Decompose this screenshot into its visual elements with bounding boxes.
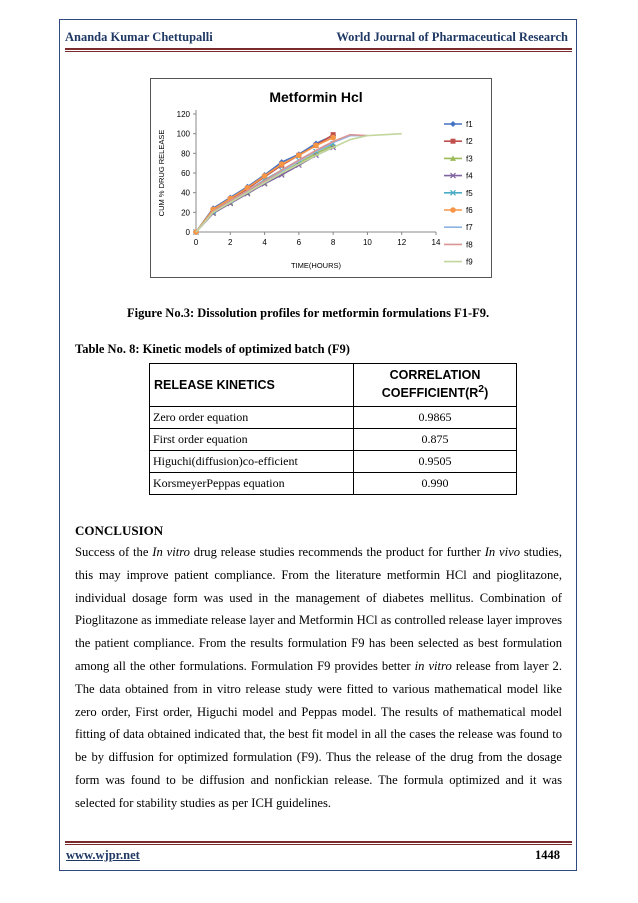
conclusion-text: drug release studies recommends the product for further — [189, 545, 485, 559]
legend-marker-f2 — [451, 139, 456, 144]
header-rule-thin — [65, 51, 572, 52]
model-name: KorsmeyerPeppas equation — [150, 473, 354, 495]
y-tick-label: 100 — [176, 129, 190, 139]
data-point-f6 — [313, 143, 319, 149]
chart-title: Metformin Hcl — [269, 89, 363, 105]
model-value: 0.9505 — [354, 451, 517, 473]
legend-label-f2: f2 — [466, 137, 473, 147]
data-point-f6 — [330, 135, 336, 141]
table-row — [150, 407, 517, 429]
page-header — [65, 27, 572, 49]
conclusion-italic: in vitro — [414, 658, 452, 673]
header-release-kinetics: RELEASE KINETICS — [150, 364, 354, 407]
legend-label-f5: f5 — [466, 188, 473, 198]
legend-marker-f1 — [450, 121, 456, 127]
conclusion-italic: In vivo — [484, 545, 520, 559]
x-tick-label: 6 — [296, 238, 302, 247]
conclusion-text: release from layer 2. The data obtained from in vitro release study were fitted to various mathematical model like zero order, First order, Higuchi model and Peppas model. The results of mathematical model fitting of data obtained indicated that, the best fit model in all the cases the release was found to be by diffusion for optimized formulation (F9). Thus the release of the drug from the dosage form was found to be diffusion and nonfickian release. The formula optimized and it was selected for stability studies as per ICH guidelines. — [75, 658, 562, 810]
legend-label-f4: f4 — [466, 171, 473, 181]
series-line-f4 — [196, 147, 333, 232]
table-header-row — [150, 364, 517, 407]
model-name: Zero order equation — [150, 407, 354, 429]
x-tick-label: 14 — [431, 238, 441, 247]
footer-rule — [65, 841, 572, 843]
model-value: 0.990 — [354, 473, 517, 495]
y-tick-label: 80 — [181, 149, 190, 159]
legend-label-f9: f9 — [466, 257, 473, 267]
legend-label-f1: f1 — [466, 120, 473, 129]
y-tick-label: 20 — [181, 208, 190, 218]
legend-label-f6: f6 — [466, 206, 473, 215]
series-line-f9 — [196, 134, 402, 232]
y-tick-label: 60 — [181, 169, 190, 178]
data-point-f6 — [279, 161, 285, 167]
header-close-paren: ) — [484, 386, 489, 401]
series-line-f3 — [196, 145, 333, 232]
legend-label-f3: f3 — [466, 154, 473, 164]
footer-url-link[interactable]: www.wjpr.net — [66, 848, 140, 862]
series-line-f7 — [196, 136, 367, 232]
header-superscript: 2 — [478, 384, 485, 396]
header-journal: World Journal of Pharmaceutical Research — [336, 30, 568, 44]
kinetics-table — [149, 363, 517, 495]
model-value: 0.9865 — [354, 407, 517, 429]
model-name: First order equation — [150, 429, 354, 451]
legend-label-f7: f7 — [466, 223, 473, 233]
table-title: Table No. 8: Kinetic models of optimized batch (F9) — [75, 342, 350, 356]
header-correlation-line1: CORRELATION — [389, 367, 481, 382]
data-point-f6 — [296, 153, 302, 159]
x-tick-label: 8 — [330, 238, 336, 247]
table-row — [150, 451, 517, 473]
legend-marker-f6 — [450, 207, 456, 213]
conclusion-heading: CONCLUSION — [75, 523, 164, 538]
y-tick-label: 120 — [176, 110, 190, 119]
table-row — [150, 429, 517, 451]
chart-svg — [152, 80, 492, 280]
y-axis-label: CUM % DRUG RELEASE — [157, 129, 166, 217]
x-tick-label: 10 — [362, 238, 372, 247]
legend-label-f8: f8 — [466, 240, 473, 250]
conclusion-text: studies, this may improve patient compliance. From the literature metformin HCl and pioglitazone, individual dosage form was used in the management of diabetes mellitus. Combination of Pioglitazone as immediate release layer and Metformin HCl as controlled release layer improves the patient compliance. From the results formulation F9 has been selected as best formulation among all the other formulations. Formulation F9 provides better — [75, 545, 562, 673]
x-tick-label: 12 — [397, 238, 407, 247]
conclusion-italic: In vitro — [152, 545, 190, 559]
series-line-f8 — [196, 135, 367, 232]
header-correlation-coefficient — [354, 364, 517, 407]
conclusion-paragraph — [75, 541, 562, 815]
header-author: Ananda Kumar Chettupalli — [65, 30, 213, 44]
data-point-f6 — [262, 173, 268, 179]
x-axis-label: TIME(HOURS) — [291, 261, 341, 270]
conclusion-text: Success of the — [75, 545, 153, 559]
figure-caption: Figure No.3: Dissolution profiles for metformin formulations F1-F9. — [127, 306, 490, 320]
model-value: 0.875 — [354, 429, 517, 451]
footer-rule-thin — [65, 844, 572, 845]
model-name: Higuchi(diffusion)co-efficient — [150, 451, 354, 473]
x-tick-label: 2 — [228, 238, 233, 247]
page-number: 1448 — [535, 848, 560, 862]
header-rule — [65, 48, 572, 50]
dissolution-chart — [152, 80, 492, 280]
y-tick-label: 40 — [181, 188, 190, 198]
table-row — [150, 473, 517, 495]
x-tick-label: 0 — [193, 238, 199, 247]
header-coefficient-text: COEFFICIENT(R — [381, 386, 479, 401]
y-tick-label: 0 — [185, 228, 190, 237]
x-tick-label: 4 — [262, 238, 267, 247]
